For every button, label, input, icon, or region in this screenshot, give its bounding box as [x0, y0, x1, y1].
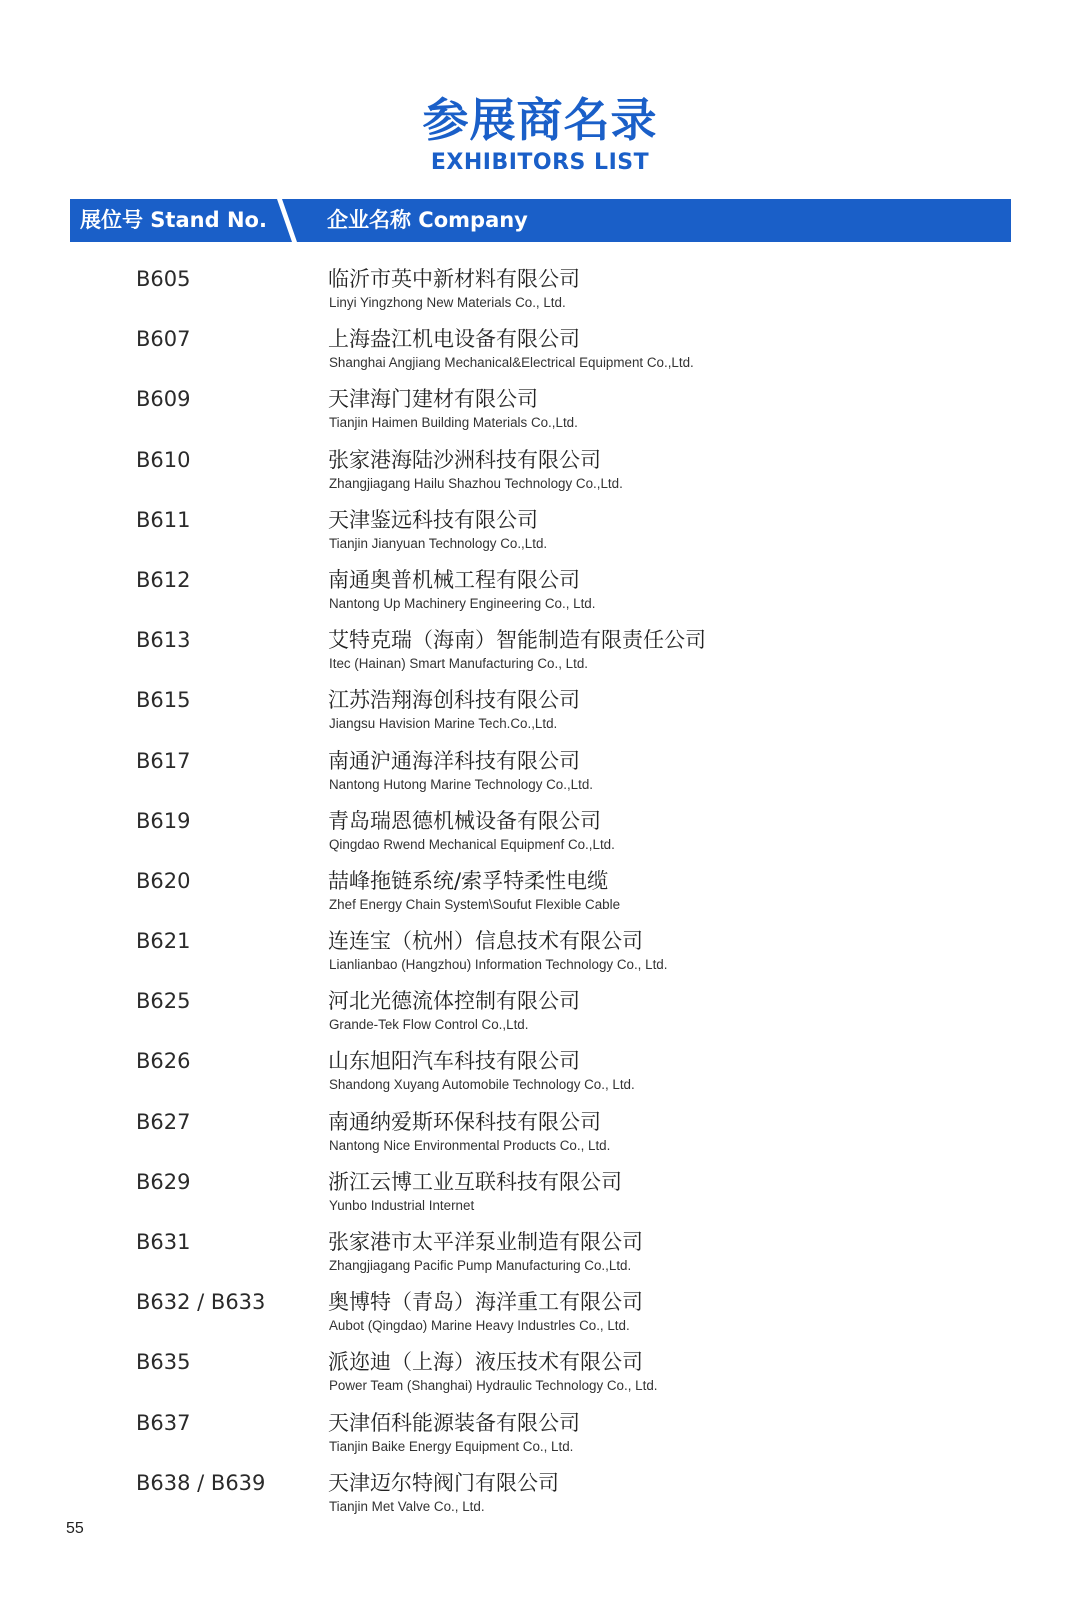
stand-number: B625	[136, 989, 191, 1014]
list-item	[0, 323, 1080, 383]
company-name-chinese: 临沂市英中新材料有限公司	[328, 267, 580, 291]
stand-number: B615	[136, 688, 191, 713]
page-title	[0, 92, 1080, 176]
list-item	[0, 504, 1080, 564]
company-name-chinese: 张家港海陆沙洲科技有限公司	[328, 447, 601, 472]
list-item	[0, 865, 1080, 925]
stand-number: B612	[136, 567, 191, 592]
list-item	[0, 624, 1080, 684]
company-name-chinese: 连连宝（杭州）信息技术有限公司	[328, 929, 643, 954]
company-name-chinese: 南通纳爱斯环保科技有限公司	[328, 1109, 601, 1134]
company-name-english: Zhangjiagang Pacific Pump Manufacturing Co.,Ltd.	[329, 1258, 632, 1273]
company-name-chinese: 江苏浩翔海创科技有限公司	[328, 688, 580, 713]
list-item	[0, 1226, 1080, 1286]
company-name-english: Tianjin Baike Energy Equipment Co., Ltd.	[329, 1438, 574, 1454]
company-name-english: Power Team (Shanghai) Hydraulic Technology Co., Ltd.	[329, 1378, 658, 1394]
company-name-chinese: 喆峰拖链系统/索孚特柔性电缆	[328, 868, 609, 893]
list-item	[0, 925, 1080, 985]
list-item	[0, 985, 1080, 1045]
header-stand-no: 展位号 Stand No.	[80, 208, 267, 232]
company-name-english: Nantong Up Machinery Engineering Co., Ltd.	[329, 595, 596, 611]
stand-number: B638 / B639	[136, 1470, 266, 1495]
page-number: 55	[66, 1520, 84, 1537]
company-name-english: Zhef Energy Chain System\Soufut Flexible Cable	[329, 896, 621, 912]
stand-number: B632 / B633	[136, 1290, 266, 1315]
list-item	[0, 1467, 1080, 1527]
company-name-chinese: 张家港市太平洋泵业制造有限公司	[328, 1230, 643, 1254]
stand-number: B620	[136, 868, 191, 893]
company-name-english: Qingdao Rwend Mechanical Equipmenf Co.,Ltd.	[329, 836, 615, 852]
company-name-chinese: 艾特克瑞（海南）智能制造有限责任公司	[328, 628, 706, 653]
title-english: EXHIBITORS LIST	[430, 150, 650, 175]
company-name-english: Lianlianbao (Hangzhou) Information Technology Co., Ltd.	[329, 957, 668, 973]
company-name-english: Grande-Tek Flow Control Co.,Ltd.	[329, 1017, 529, 1033]
company-name-chinese: 南通沪通海洋科技有限公司	[328, 748, 580, 773]
stand-number: B635	[136, 1350, 191, 1375]
company-name-chinese: 天津海门建材有限公司	[328, 387, 538, 412]
list-item	[0, 263, 1080, 323]
list-item	[0, 444, 1080, 504]
company-name-chinese: 山东旭阳汽车科技有限公司	[328, 1049, 580, 1074]
company-name-chinese: 河北光德流体控制有限公司	[328, 989, 580, 1014]
header-company: 企业名称 Company	[327, 208, 528, 232]
company-name-chinese: 青岛瑞恩德机械设备有限公司	[328, 808, 601, 833]
company-name-chinese: 天津佰科能源装备有限公司	[328, 1410, 580, 1435]
company-name-chinese: 上海盎江机电设备有限公司	[328, 327, 580, 352]
stand-number: B621	[136, 929, 191, 954]
list-item	[0, 684, 1080, 744]
table-header	[70, 199, 1011, 242]
stand-number: B637	[136, 1410, 191, 1435]
company-name-chinese: 南通奥普机械工程有限公司	[328, 567, 580, 592]
list-item	[0, 1286, 1080, 1346]
list-item	[0, 745, 1080, 805]
company-name-english: Itec (Hainan) Smart Manufacturing Co., Ltd.	[329, 656, 588, 672]
stand-number: B629	[136, 1169, 191, 1194]
company-name-chinese: 天津迈尔特阀门有限公司	[328, 1470, 559, 1495]
company-name-english: Shanghai Angjiang Mechanical&Electrical Equipment Co.,Ltd.	[329, 355, 694, 371]
list-item	[0, 1166, 1080, 1226]
list-item	[0, 383, 1080, 443]
company-name-english: Zhangjiagang Hailu Shazhou Technology Co.,Ltd.	[329, 475, 623, 491]
stand-number: B627	[136, 1109, 191, 1134]
company-name-english: Nantong Hutong Marine Technology Co.,Ltd.	[329, 776, 594, 792]
list-item	[0, 1407, 1080, 1467]
stand-number: B605	[136, 267, 191, 291]
list-item	[0, 805, 1080, 865]
company-name-english: Jiangsu Havision Marine Tech.Co.,Ltd.	[329, 716, 558, 732]
company-name-english: Yunbo Industrial Internet	[329, 1197, 475, 1213]
stand-number: B609	[136, 387, 191, 412]
list-item	[0, 1106, 1080, 1166]
list-item	[0, 564, 1080, 624]
list-item	[0, 1045, 1080, 1105]
exhibitor-list	[0, 263, 1080, 1527]
company-name-english: Nantong Nice Environmental Products Co., Ltd.	[329, 1137, 611, 1153]
company-name-english: Linyi Yingzhong New Materials Co., Ltd.	[329, 295, 566, 310]
title-chinese: 参展商名录	[422, 93, 658, 147]
stand-number: B626	[136, 1049, 191, 1074]
list-item	[0, 1346, 1080, 1406]
company-name-english: Tianjin Met Valve Co., Ltd.	[329, 1498, 485, 1514]
stand-number: B619	[136, 808, 191, 833]
company-name-chinese: 浙江云博工业互联科技有限公司	[328, 1169, 622, 1194]
stand-number: B607	[136, 327, 191, 352]
company-name-chinese: 奥博特（青岛）海洋重工有限公司	[328, 1290, 643, 1315]
company-name-chinese: 天津鉴远科技有限公司	[328, 507, 538, 532]
stand-number: B611	[136, 507, 191, 532]
stand-number: B631	[136, 1230, 191, 1254]
company-name-english: Aubot (Qingdao) Marine Heavy Industrles Co., Ltd.	[329, 1318, 630, 1334]
company-name-chinese: 派迩迪（上海）液压技术有限公司	[328, 1350, 643, 1375]
company-name-english: Tianjin Haimen Building Materials Co.,Ltd.	[329, 415, 578, 431]
company-name-english: Tianjin Jianyuan Technology Co.,Ltd.	[329, 535, 548, 551]
stand-number: B617	[136, 748, 191, 773]
company-name-english: Shandong Xuyang Automobile Technology Co., Ltd.	[329, 1077, 635, 1093]
stand-number: B610	[136, 447, 191, 472]
stand-number: B613	[136, 628, 191, 653]
